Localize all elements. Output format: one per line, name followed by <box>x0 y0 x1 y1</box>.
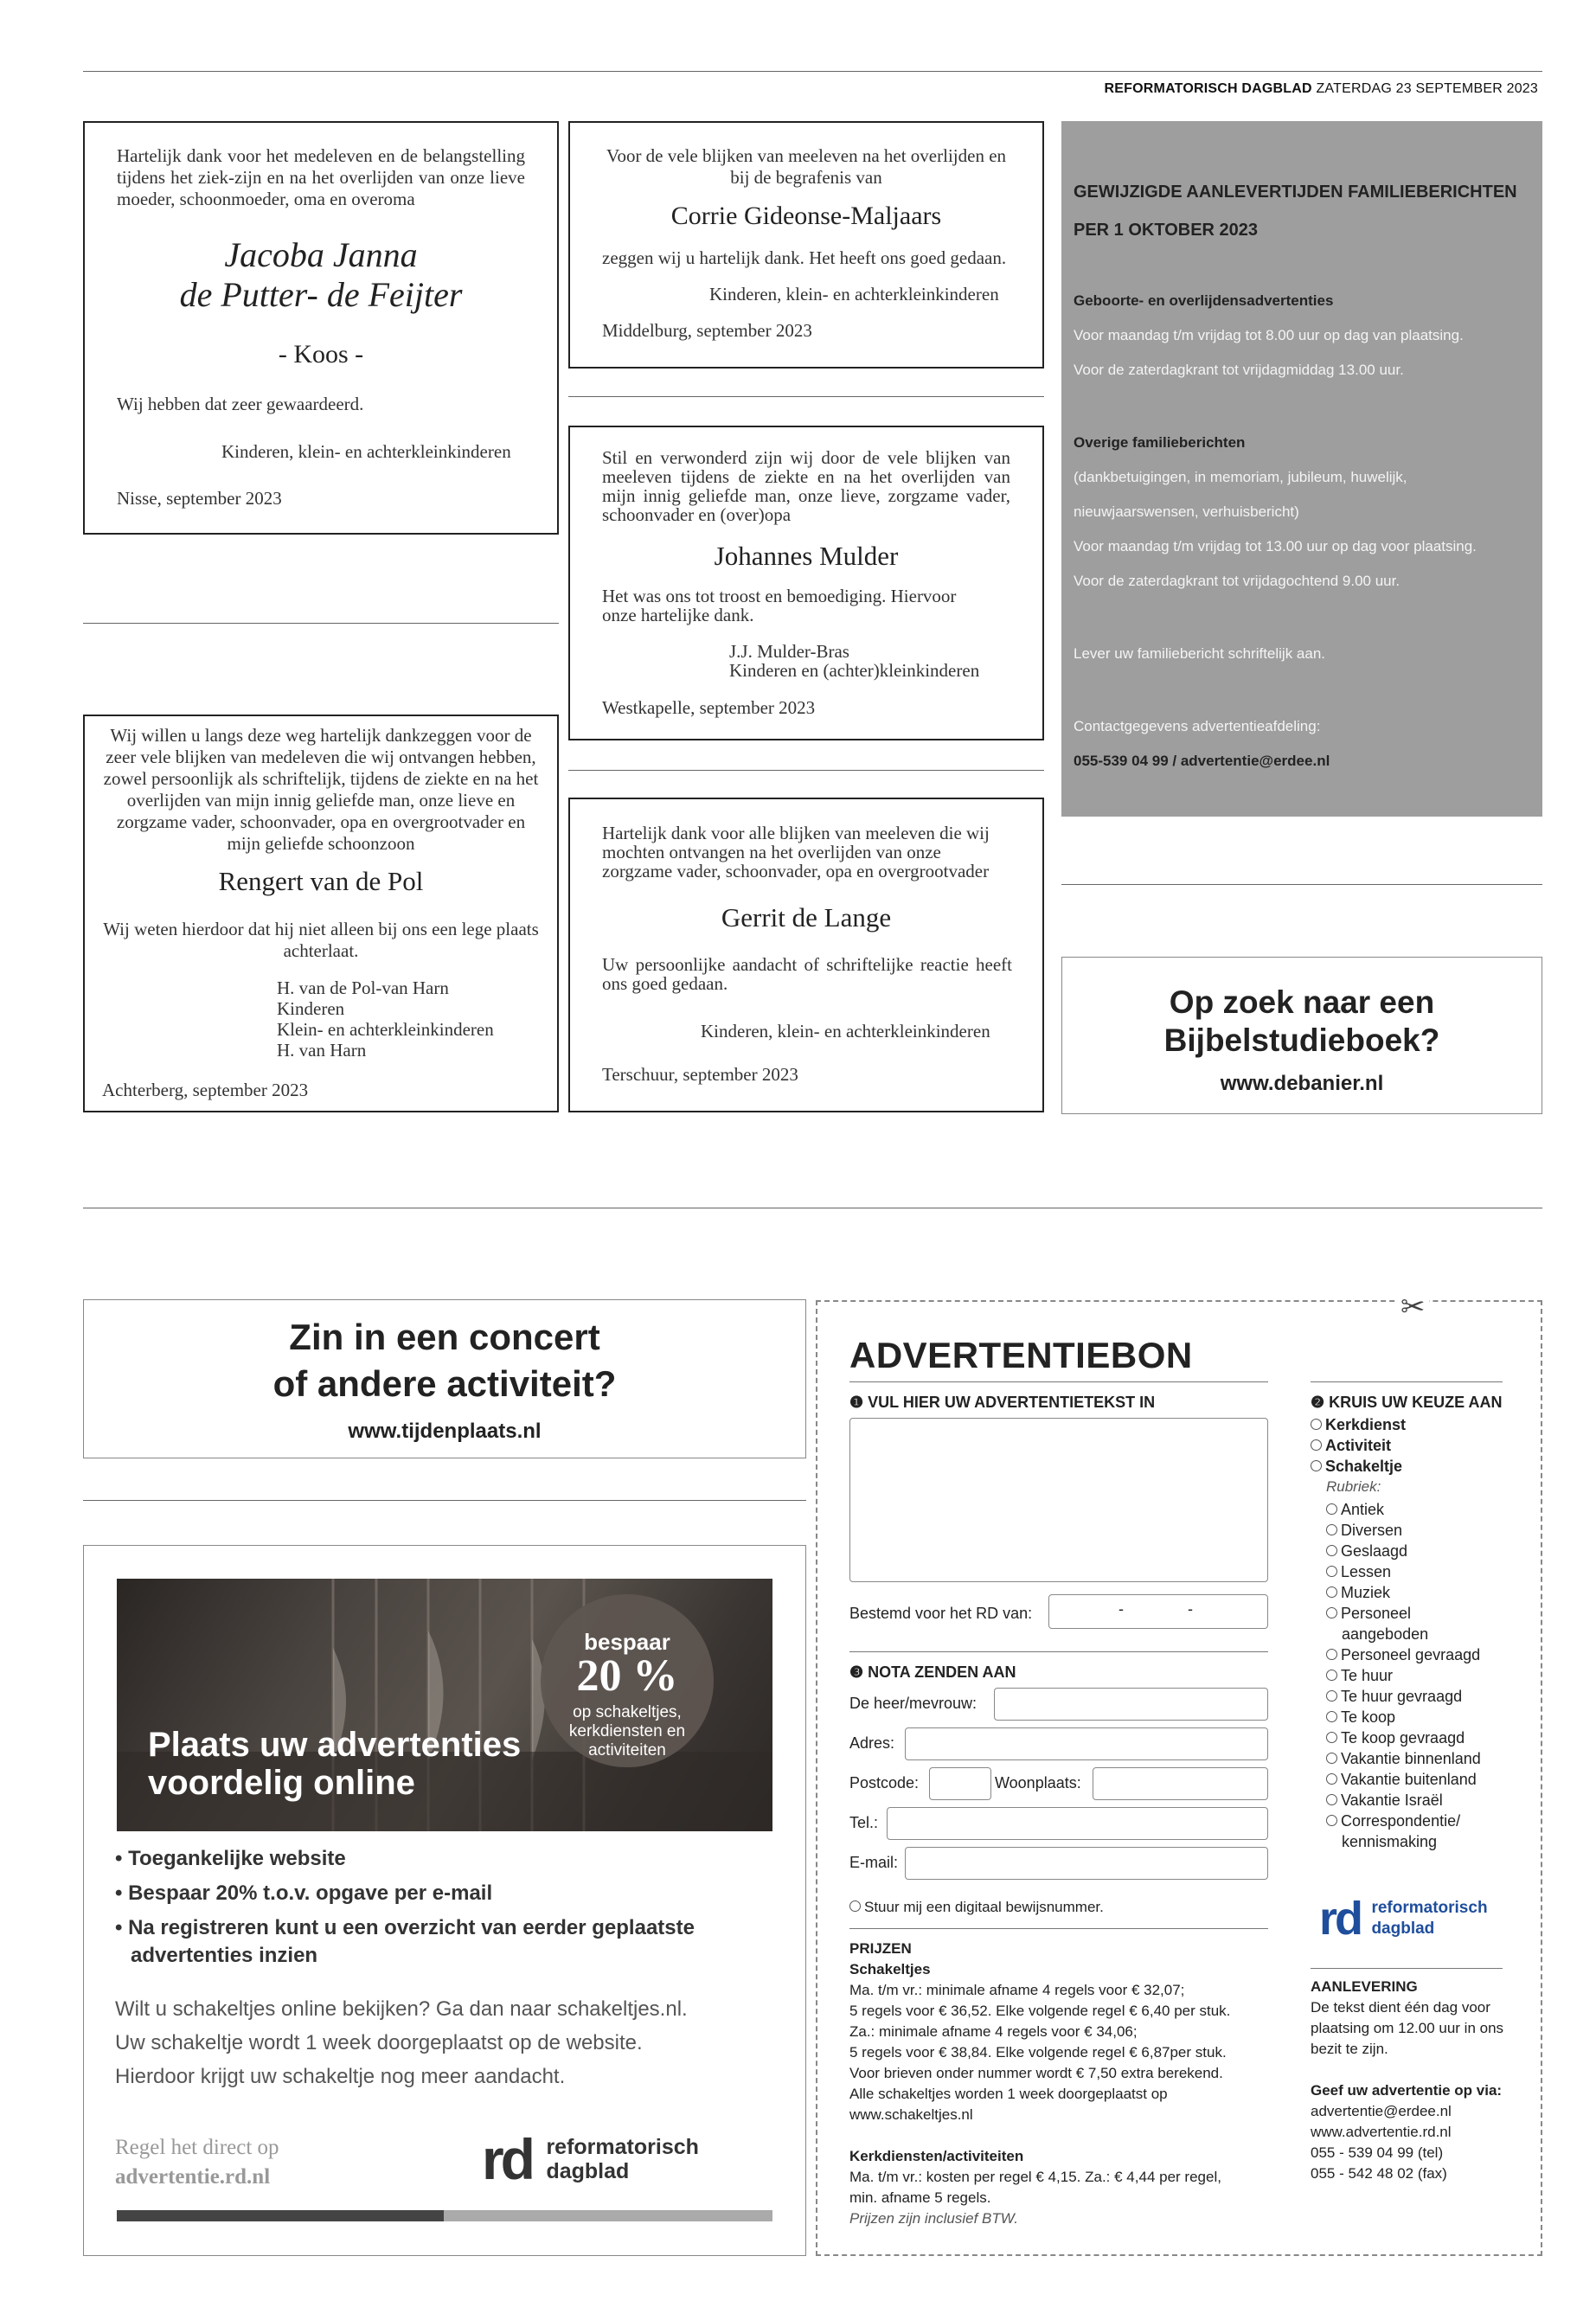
rubriek-option[interactable] <box>1326 1603 1499 1644</box>
option-kerkdienst[interactable] <box>1311 1414 1406 1435</box>
rubriek-radio[interactable] <box>1326 1815 1337 1826</box>
rubriek-option-label: Muziek <box>1341 1584 1391 1601</box>
aanlevering-line-2: plaatsing om 12.00 uur in ons <box>1311 2020 1504 2036</box>
notice-johannes-signed-2: Kinderen en (achter)kleinkinderen <box>729 660 980 681</box>
notice-johannes-signed-1: J.J. Mulder-Bras <box>729 641 849 662</box>
info-panel-aanlevertijden <box>1061 121 1542 817</box>
price-line-6: Alle schakeltjes worden 1 week doorgeplaatst op <box>849 2086 1168 2102</box>
ad-cta-2[interactable]: advertentie.rd.nl <box>115 2165 271 2189</box>
price-line-1: Ma. t/m vr.: minimale afname 4 regels voor € 32,07; <box>849 1982 1185 1998</box>
rubriek-option-label: Te koop gevraagd <box>1341 1729 1465 1747</box>
publication-date: ZATERDAG 23 SEPTEMBER 2023 <box>1316 81 1538 96</box>
notice-johannes-name: Johannes Mulder <box>714 541 899 571</box>
ad-logo-word-1: reformatorisch <box>546 2135 699 2159</box>
rubriek-option[interactable] <box>1326 1790 1499 1811</box>
rubriek-option[interactable] <box>1326 1748 1499 1769</box>
rubriek-option[interactable] <box>1326 1582 1499 1603</box>
bon-step-3: ❸ NOTA ZENDEN AAN <box>849 1663 1016 1681</box>
rubriek-list <box>1326 1499 1499 1852</box>
notice-jacoba-nickname: - Koos - <box>278 340 364 369</box>
rubriek-option-label: Vakantie binnenland <box>1341 1750 1481 1767</box>
kerk-title: Kerkdiensten/activiteiten <box>849 2148 1024 2164</box>
bewijs-label: Stuur mij een digitaal bewijsnummer. <box>864 1899 1104 1915</box>
ad-logo-word-2: dagblad <box>546 2159 630 2183</box>
aanlevering-line-3: bezit te zijn. <box>1311 2041 1388 2057</box>
rubriek-option-label: Vakantie Israël <box>1341 1791 1443 1809</box>
rubriek-radio[interactable] <box>1326 1732 1337 1743</box>
promo-bijbel-line-1: Op zoek naar een <box>1169 984 1435 1020</box>
email-label: E-mail: <box>849 1854 899 1871</box>
bon-title: ADVERTENTIEBON <box>849 1335 1193 1375</box>
date-sep-1: - <box>1118 1600 1124 1618</box>
rubriek-radio[interactable] <box>1326 1690 1337 1702</box>
bestemd-date-input[interactable] <box>1048 1594 1268 1629</box>
badge-percent: 20 % <box>576 1651 678 1701</box>
notice-johannes-place: Westkapelle, september 2023 <box>602 697 816 718</box>
info-section-1-title: Geboorte- en overlijdensadvertenties <box>1074 292 1334 309</box>
bon-step-2: ❷ KRUIS UW KEUZE AAN <box>1311 1394 1503 1411</box>
info-section-1-line-2: Voor de zaterdagkrant tot vrijdagmiddag 13.00 uur. <box>1074 362 1404 378</box>
prijzen-title: PRIJZEN <box>849 1940 912 1957</box>
online-ad <box>83 1545 806 2256</box>
rubriek-option[interactable] <box>1326 1561 1499 1582</box>
price-line-3: Za.: minimale afname 4 regels voor € 34,06; <box>849 2023 1138 2040</box>
rubriek-radio[interactable] <box>1326 1586 1337 1598</box>
divider-right-1 <box>1061 884 1542 885</box>
bon-right-logo-rule <box>1311 1968 1503 1969</box>
rubriek-option-label: Correspondentie/ kennismaking <box>1341 1812 1461 1850</box>
kerk-line-2: min. afname 5 regels. <box>849 2189 991 2206</box>
rubriek-option[interactable] <box>1326 1769 1499 1790</box>
rubriek-radio[interactable] <box>1326 1503 1337 1515</box>
notice-jacoba-signed: Kinderen, klein- en achterkleinkinderen <box>221 441 511 462</box>
option-activiteit-label: Activiteit <box>1325 1437 1392 1454</box>
rubriek-option[interactable] <box>1326 1811 1499 1852</box>
via-email[interactable]: advertentie@erdee.nl <box>1311 2103 1452 2119</box>
rubriek-option-label: Antiek <box>1341 1501 1385 1518</box>
ad-bullet-1: • Toegankelijke website <box>115 1847 346 1870</box>
price-line-5: Voor brieven onder nummer wordt € 7,50 extra berekend. <box>849 2065 1223 2081</box>
rubriek-option-label: Geslaagd <box>1341 1542 1408 1560</box>
notice-rengert-intro: Wij willen u langs deze weg hartelijk dankzeggen voor de zeer vele blijken van medeleven die wij ontvangen hebben, zowel persoonlijk als schriftelijk, tijdens de ziekte en na het overlijden van mijn innig geliefde man, onze lieve en zorgzame vader, schoonvader, opa en overgrootvader en mijn geliefde schoonzoon <box>103 725 539 854</box>
woonplaats-input[interactable] <box>1093 1767 1268 1800</box>
email-input[interactable] <box>905 1847 1268 1880</box>
name-input[interactable] <box>994 1688 1268 1721</box>
info-title-1: GEWIJZIGDE AANLEVERTIJDEN FAMILIEBERICHTEN <box>1074 183 1517 202</box>
rubriek-option-label: Te koop <box>1341 1708 1396 1726</box>
promo-concert-line-2: of andere activiteit? <box>272 1363 617 1404</box>
info-section-2-line-4: Voor de zaterdagkrant tot vrijdagochtend 9.00 uur. <box>1074 573 1401 589</box>
rubriek-radio[interactable] <box>1326 1773 1337 1785</box>
notice-rengert-signed-1: H. van de Pol-van Harn <box>277 977 449 998</box>
via-fax: 055 - 542 48 02 (fax) <box>1311 2165 1447 2182</box>
price-line-4: 5 regels voor € 38,84. Elke volgende regel € 6,87per stuk. <box>849 2044 1227 2061</box>
notice-jacoba-name-1: Jacoba Janna <box>224 235 418 274</box>
bon-rule-2 <box>849 1651 1268 1652</box>
promo-concert[interactable] <box>83 1299 806 1458</box>
via-tel: 055 - 539 04 99 (tel) <box>1311 2144 1444 2161</box>
bon-step-1: ❶ VUL HIER UW ADVERTENTIETEKST IN <box>849 1394 1156 1411</box>
aanlevering-title: AANLEVERING <box>1311 1978 1418 1995</box>
adres-input[interactable] <box>905 1727 1268 1760</box>
name-label: De heer/mevrouw: <box>849 1695 977 1712</box>
rubriek-radio[interactable] <box>1326 1607 1337 1618</box>
notice-rengert-name: Rengert van de Pol <box>218 866 424 896</box>
bon-logo-mark: rd <box>1319 1893 1361 1945</box>
ad-bullet-2: • Bespaar 20% t.o.v. opgave per e-mail <box>115 1881 493 1905</box>
rubriek-radio[interactable] <box>1326 1545 1337 1556</box>
bon-logo-word-1: reformatorisch <box>1371 1899 1488 1917</box>
ad-text-2: Uw schakeltje wordt 1 week doorgeplaatst op de website. <box>115 2031 643 2054</box>
ad-bullet-3b: advertenties inzien <box>131 1944 318 1967</box>
rubriek-option-label: Personeel aangeboden <box>1341 1605 1429 1643</box>
option-schakeltje[interactable] <box>1311 1456 1406 1477</box>
schakeltjes-title: Schakeltjes <box>849 1961 931 1977</box>
info-contact-label: Contactgegevens advertentieafdeling: <box>1074 718 1321 734</box>
ad-bar-light <box>444 2210 772 2221</box>
notice-gerrit-intro: Hartelijk dank voor alle blijken van meeleven die wij mochten ontvangen na het overlijden van onze zorgzame vader, schoonvader, opa en overgrootvader <box>602 823 990 881</box>
rubriek-option[interactable] <box>1326 1727 1499 1748</box>
info-deliver: Lever uw familiebericht schriftelijk aan. <box>1074 645 1326 662</box>
notice-johannes-intro: Stil en verwonderd zijn wij door de vele blijken van meeleven tijdens de ziekte en na het overlijden van mijn innig geliefde man, onze lieve, zorgzame vader, schoonvader en (over)opa <box>602 447 1010 525</box>
notice-rengert-signed-4: H. van Harn <box>277 1040 367 1061</box>
rubriek-option-label: Diversen <box>1341 1522 1403 1539</box>
aanlevering-line-1: De tekst dient één dag voor <box>1311 1999 1490 2016</box>
badge-top: bespaar <box>584 1629 670 1655</box>
notice-gerrit-message: Uw persoonlijke aandacht of schriftelijke reactie heeft ons goed gedaan. <box>602 954 1012 994</box>
via-title: Geef uw advertentie op via: <box>1311 2082 1503 2099</box>
notice-jacoba-intro: Hartelijk dank voor het medeleven en de belangstelling tijdens het ziek-zijn en na het overlijden van onze lieve moeder, schoonmoeder, oma en overoma <box>117 145 525 209</box>
notice-rengert-place: Achterberg, september 2023 <box>102 1080 309 1100</box>
info-section-2-title: Overige familieberichten <box>1074 434 1246 451</box>
info-section-2-line-1: (dankbetuigingen, in memoriam, jubileum, huwelijk, <box>1074 469 1407 485</box>
badge-line-1: op schakeltjes, <box>573 1703 682 1721</box>
main-options <box>1311 1414 1406 1477</box>
rubriek-radio[interactable] <box>1326 1711 1337 1722</box>
rubriek-option-label: Vakantie buitenland <box>1341 1771 1477 1788</box>
adres-label: Adres: <box>849 1734 895 1752</box>
rubriek-option[interactable] <box>1326 1665 1499 1686</box>
info-title-2: PER 1 OKTOBER 2023 <box>1074 221 1259 240</box>
prices-block <box>849 1939 1282 2229</box>
via-website[interactable]: www.advertentie.rd.nl <box>1311 2124 1452 2140</box>
promo-bijbel-line-2: Bijbelstudieboek? <box>1163 1022 1440 1058</box>
rubriek-option[interactable] <box>1326 1707 1499 1727</box>
notice-jacoba-name-2: de Putter- de Feijter <box>179 275 463 314</box>
option-schakeltje-label: Schakeltje <box>1325 1458 1403 1475</box>
rubriek-option[interactable] <box>1326 1541 1499 1561</box>
masthead <box>1105 81 1538 97</box>
rubriek-radio[interactable] <box>1326 1670 1337 1681</box>
bewijs-radio[interactable] <box>849 1900 861 1912</box>
notice-jacoba-place: Nisse, september 2023 <box>117 488 282 509</box>
rubriek-option-label: Lessen <box>1341 1563 1392 1580</box>
ad-headline-1: Plaats uw advertenties <box>148 1726 522 1764</box>
ad-cta-1: Regel het direct op <box>115 2136 279 2159</box>
bon-logo <box>1319 1893 1488 1945</box>
bestemd-label: Bestemd voor het RD van: <box>849 1605 1033 1622</box>
promo-bijbel-url[interactable]: www.debanier.nl <box>1220 1072 1384 1095</box>
price-line-2: 5 regels voor € 36,52. Elke volgende regel € 6,40 per stuk. <box>849 2003 1231 2019</box>
notice-gerrit-name: Gerrit de Lange <box>721 902 892 933</box>
divider-left-2 <box>83 1500 806 1501</box>
notice-johannes-message: Het was ons tot troost en bemoediging. Hiervoor onze hartelijke dank. <box>602 586 957 625</box>
postcode-input[interactable] <box>929 1767 991 1800</box>
notice-jacoba-message: Wij hebben dat zeer gewaardeerd. <box>117 394 364 414</box>
notice-gerrit-place: Terschuur, september 2023 <box>602 1064 798 1085</box>
notice-rengert-signed-2: Kinderen <box>277 998 345 1019</box>
notice-corrie-signed: Kinderen, klein- en achterkleinkinderen <box>709 284 999 304</box>
ad-logo-mark: rd <box>482 2127 532 2191</box>
schakeltje-radio[interactable] <box>1311 1460 1322 1471</box>
divider-left-1 <box>83 623 559 624</box>
rubriek-option[interactable] <box>1326 1644 1499 1665</box>
bewijs-option[interactable] <box>849 1897 1104 1918</box>
info-section-2-line-3: Voor maandag t/m vrijdag tot 13.00 uur op dag voor plaatsing. <box>1074 538 1477 554</box>
ad-photo-organ <box>117 1579 772 1831</box>
rubriek-option[interactable] <box>1326 1520 1499 1541</box>
promo-concert-line-1: Zin in een concert <box>289 1317 600 1357</box>
badge-line-3: activiteiten <box>588 1741 666 1759</box>
postcode-label: Postcode: <box>849 1774 920 1791</box>
rubriek-option[interactable] <box>1326 1499 1499 1520</box>
kerk-line-1: Ma. t/m vr.: kosten per regel € 4,15. Za.: € 4,44 per regel, <box>849 2169 1221 2185</box>
rubriek-option[interactable] <box>1326 1686 1499 1707</box>
woonplaats-label: Woonplaats: <box>995 1774 1081 1791</box>
divider-mid-1 <box>568 396 1044 397</box>
badge-line-2: kerkdiensten en <box>568 1722 686 1740</box>
promo-concert-url[interactable]: www.tijdenplaats.nl <box>348 1420 542 1443</box>
ad-text-3: Hierdoor krijgt uw schakeltje nog meer aandacht. <box>115 2065 566 2088</box>
rubriek-radio[interactable] <box>1326 1794 1337 1805</box>
btw-note: Prijzen zijn inclusief BTW. <box>849 2210 1018 2227</box>
aanlevering-block <box>1311 1977 1518 2184</box>
notice-rengert-signed-3: Klein- en achterkleinkinderen <box>277 1019 494 1040</box>
rubriek-radio[interactable] <box>1326 1753 1337 1764</box>
notice-corrie-place: Middelburg, september 2023 <box>602 320 812 341</box>
publication-name: REFORMATORISCH DAGBLAD <box>1104 81 1312 96</box>
bon-rule-3 <box>849 1928 1268 1929</box>
notice-rengert-message: Wij weten hierdoor dat hij niet alleen bij ons een lege plaats achterlaat. <box>103 919 539 961</box>
notice-corrie-intro: Voor de vele blijken van meeleven na het overlijden en bij de begrafenis van <box>606 145 1007 188</box>
bon-logo-word-2: dagblad <box>1371 1920 1435 1938</box>
ad-text-1: Wilt u schakeltjes online bekijken? Ga dan naar schakeltjes.nl. <box>115 1997 688 2021</box>
info-contact: 055-539 04 99 / advertentie@erdee.nl <box>1074 753 1330 769</box>
rubriek-radio[interactable] <box>1326 1649 1337 1660</box>
bon-title-rule <box>849 1381 1268 1382</box>
divider-mid-2 <box>568 770 1044 771</box>
tel-label: Tel.: <box>849 1814 879 1831</box>
bon-right-title-rule <box>1311 1381 1503 1382</box>
info-section-2-line-2: nieuwjaarswensen, verhuisbericht) <box>1074 503 1299 520</box>
scissors-icon: ✂ <box>1397 1290 1429 1324</box>
rubriek-label: Rubriek: <box>1326 1478 1381 1495</box>
tel-input[interactable] <box>887 1807 1268 1840</box>
price-line-7: www.schakeltjes.nl <box>849 2106 973 2123</box>
activiteit-radio[interactable] <box>1311 1439 1322 1451</box>
top-rule <box>83 71 1542 72</box>
ad-text-input[interactable] <box>849 1418 1268 1582</box>
rubriek-radio[interactable] <box>1326 1566 1337 1577</box>
ad-headline-2: voordelig online <box>148 1764 415 1802</box>
notice-corrie-message: zeggen wij u hartelijk dank. Het heeft ons goed gedaan. <box>602 247 1007 268</box>
rubriek-radio[interactable] <box>1326 1524 1337 1535</box>
notice-gerrit-signed: Kinderen, klein- en achterkleinkinderen <box>701 1021 990 1042</box>
option-kerkdienst-label: Kerkdienst <box>1325 1416 1407 1433</box>
option-activiteit[interactable] <box>1311 1435 1406 1456</box>
kerkdienst-radio[interactable] <box>1311 1419 1322 1430</box>
info-section-1-line-1: Voor maandag t/m vrijdag tot 8.00 uur op dag van plaatsing. <box>1074 327 1464 343</box>
date-sep-2: - <box>1188 1600 1193 1618</box>
rubriek-option-label: Te huur gevraagd <box>1341 1688 1463 1705</box>
promo-bijbelstudieboek[interactable] <box>1061 957 1542 1114</box>
ad-bar-dark <box>117 2210 444 2221</box>
ad-logo <box>482 2127 699 2191</box>
advertentiebon-coupon <box>816 1291 1542 2256</box>
ad-bullet-3a: • Na registreren kunt u een overzicht van eerder geplaatste <box>115 1916 695 1939</box>
rubriek-option-label: Te huur <box>1341 1667 1394 1684</box>
notice-corrie-name: Corrie Gideonse-Maljaars <box>670 202 942 230</box>
rubriek-option-label: Personeel gevraagd <box>1341 1646 1481 1663</box>
